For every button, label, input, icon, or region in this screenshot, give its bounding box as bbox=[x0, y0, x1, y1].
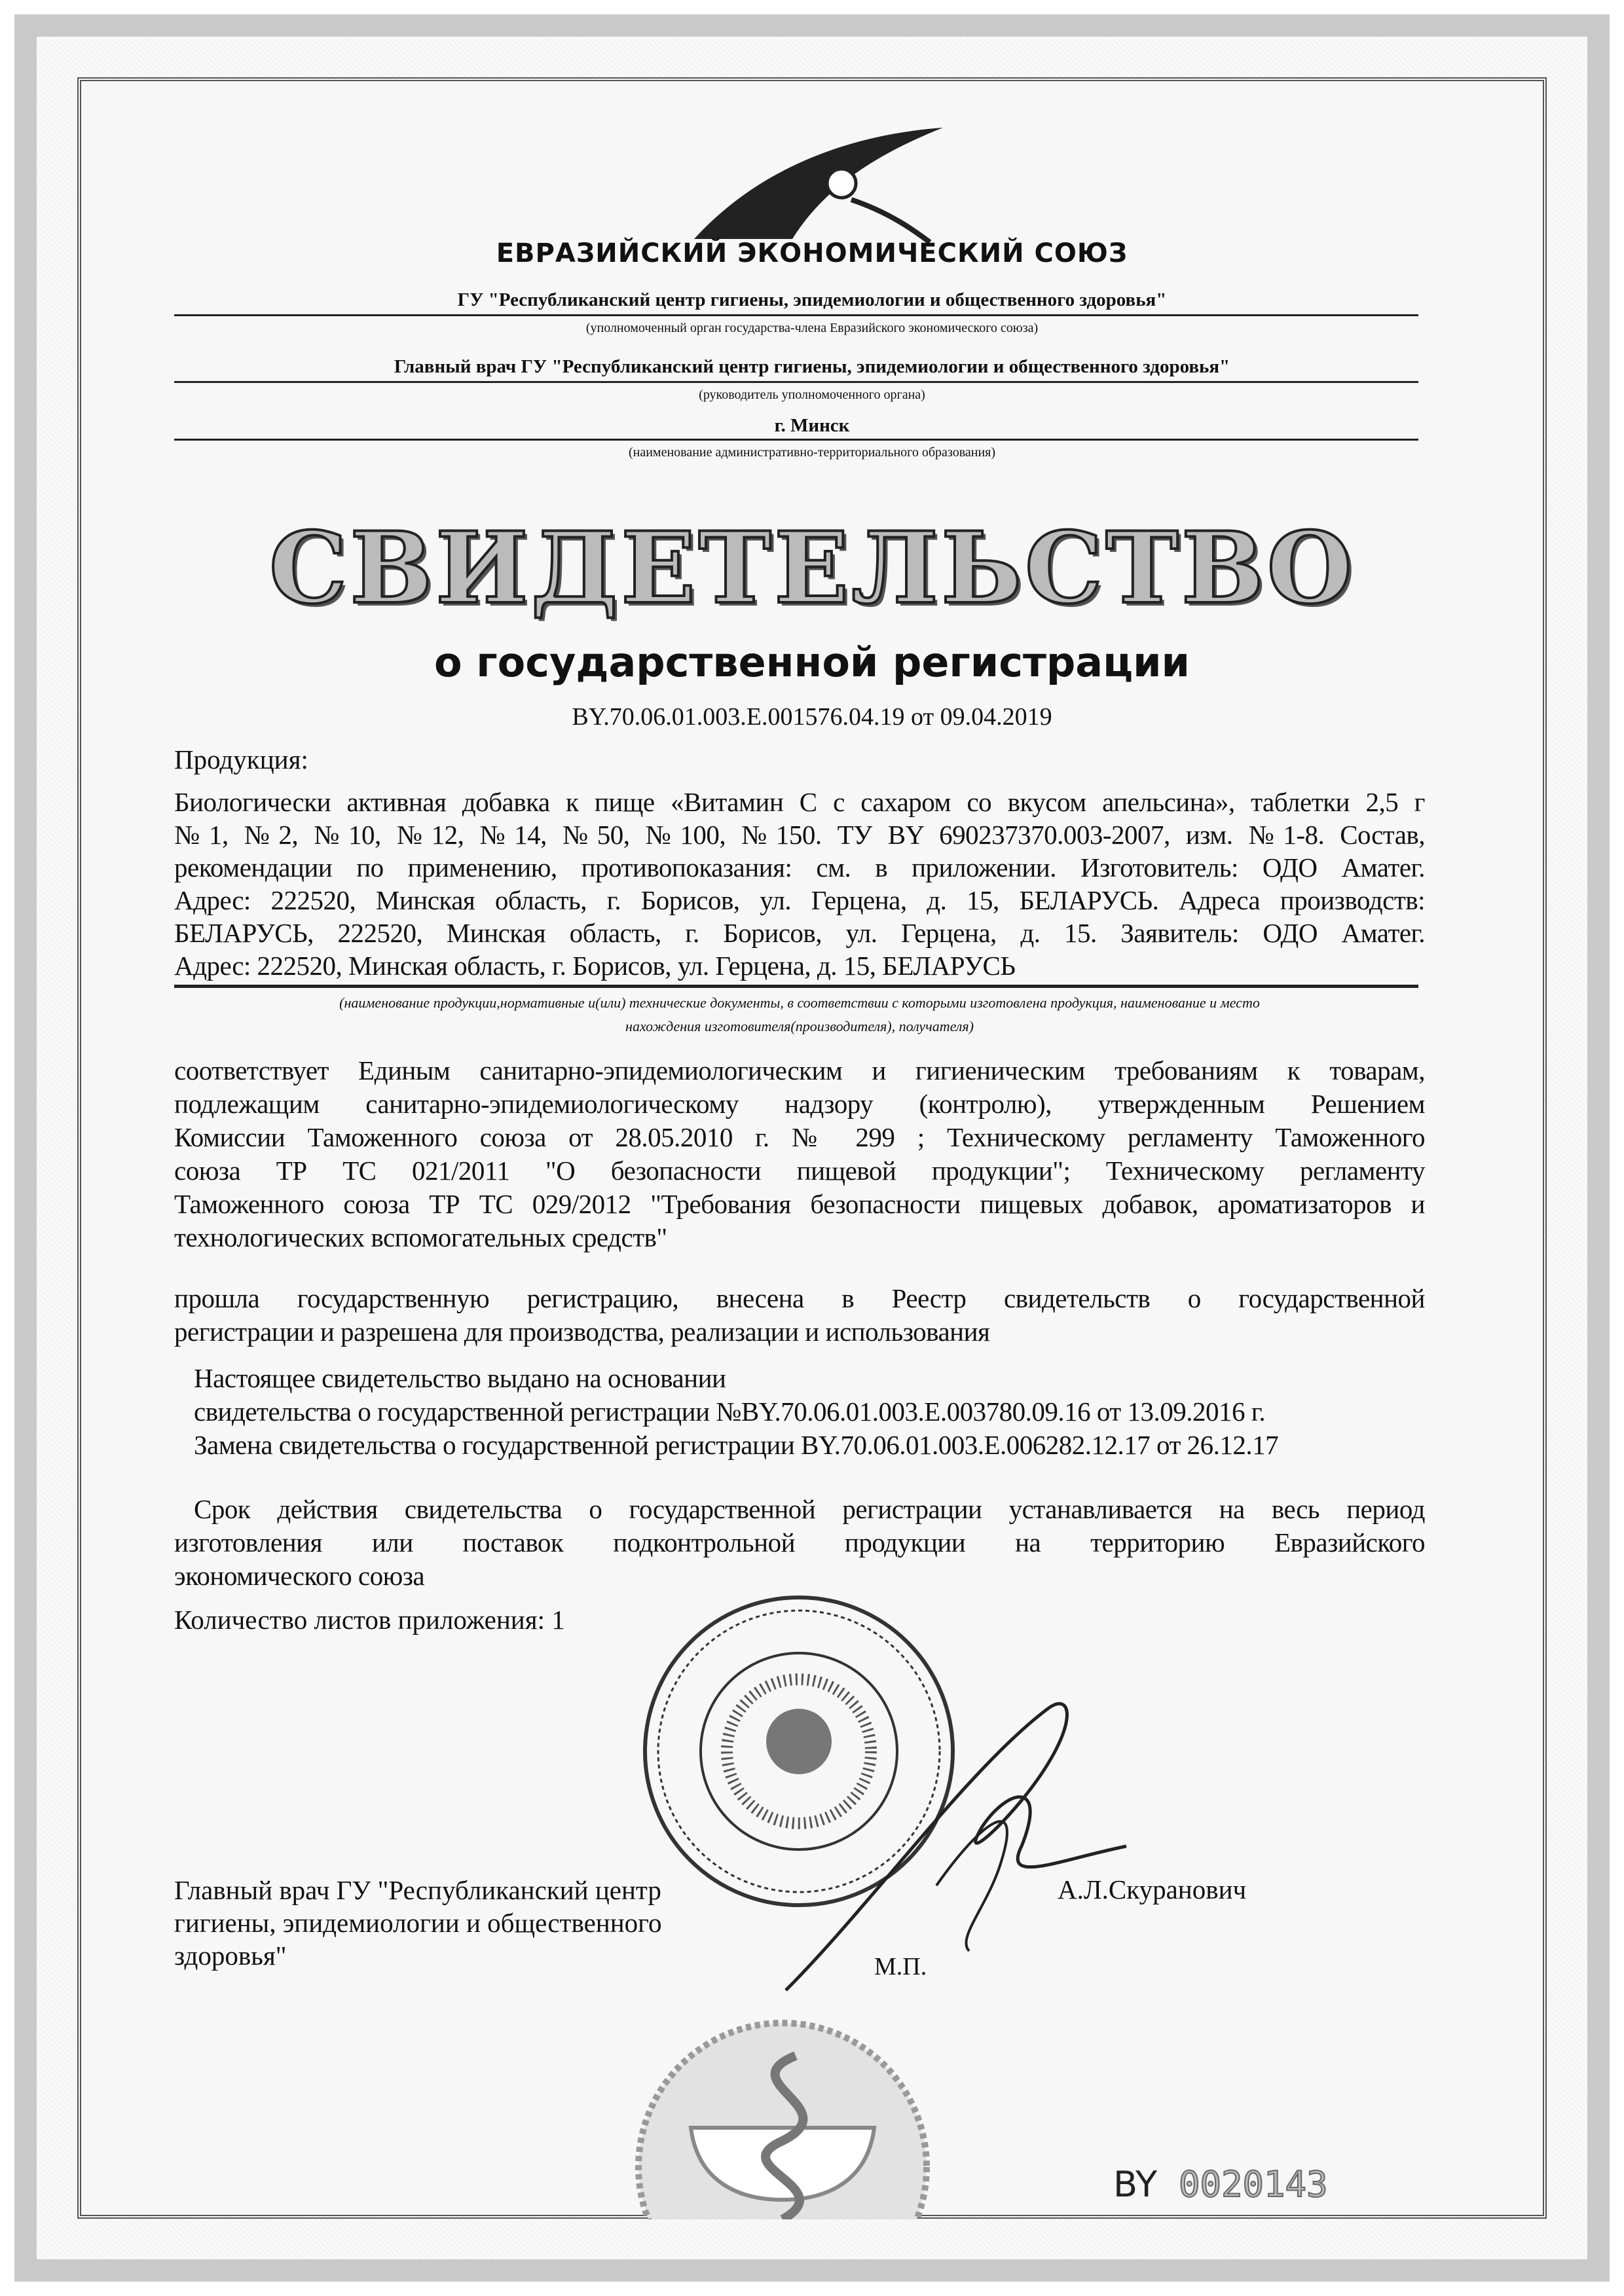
seal-label: М.П. bbox=[874, 1953, 927, 1980]
eaeu-logo-icon bbox=[681, 115, 956, 246]
validity-line: экономического союза bbox=[174, 1561, 425, 1591]
conformity-line: технологических вспомогательных средств" bbox=[174, 1222, 667, 1252]
validity-line: Срок действия свидетельства о государственной регистрации устанавливается на весь период bbox=[194, 1494, 1425, 1524]
divider bbox=[174, 314, 1418, 316]
serial-number: 0020143 bbox=[1179, 2164, 1328, 2205]
signatory-name: А.Л.Скуранович bbox=[1058, 1874, 1247, 1904]
city-caption: (наименование административно-территориального образования) bbox=[628, 445, 996, 460]
caption-line: нахождения изготовителя(производителя), получателя) bbox=[625, 1018, 974, 1034]
signatory-line: Главный врач ГУ "Республиканский центр bbox=[174, 1875, 661, 1905]
registration-line: регистрации и разрешена для производства, реализации и использования bbox=[174, 1317, 990, 1347]
caption-line: (наименование продукции,нормативные и(или) технические документы, в соответствии с которыми изготовлена продукция, наименование и место bbox=[339, 994, 1260, 1011]
conformity-text bbox=[174, 1054, 1425, 1254]
appendix-count: Количество листов приложения: 1 bbox=[174, 1605, 565, 1635]
product-line: рекомендации по применению, противопоказания: см. в приложении. Изготовитель: ОДО Аматег. bbox=[174, 852, 1425, 883]
conformity-line: Комиссии Таможенного союза от 28.05.2010 г. № 299 ; Техническому регламенту Таможенного bbox=[174, 1122, 1425, 1152]
document-title: СВИДЕТЕЛЬСТВО bbox=[268, 511, 1356, 626]
basis-line: Настоящее свидетельство выдано на основании bbox=[194, 1363, 726, 1393]
product-description bbox=[174, 786, 1425, 982]
city: г. Минск bbox=[774, 415, 850, 436]
basis-line: Замена свидетельства о государственной регистрации BY.70.06.01.003.E.006282.12.17 от 26.12.17 bbox=[194, 1430, 1279, 1460]
registration-text bbox=[174, 1282, 1425, 1349]
authority-caption: (уполномоченный орган государства-члена Евразийского экономического союза) bbox=[585, 321, 1039, 335]
head-caption: (руководитель уполномоченного органа) bbox=[699, 388, 925, 402]
product-line: Адрес: 222520, Минская область, г. Борисов, ул. Герцена, д. 15, БЕЛАРУСЬ. Адреса производств: bbox=[174, 885, 1425, 915]
conformity-line: союза ТР ТС 021/2011 "О безопасности пищевой продукции"; Техническому регламенту bbox=[174, 1156, 1425, 1186]
product-line: Адрес: 222520, Минская область, г. Борисов, ул. Герцена, д. 15, БЕЛАРУСЬ bbox=[174, 951, 1016, 981]
document-subtitle: о государственной регистрации bbox=[434, 638, 1190, 686]
product-label: Продукция: bbox=[174, 744, 308, 774]
conformity-line: Таможенного союза ТР ТС 029/2012 "Требования безопасности пищевых добавок, ароматизаторов и bbox=[174, 1189, 1425, 1219]
conformity-line: соответствует Единым санитарно-эпидемиологическим и гигиеническим требованиям к товарам, bbox=[174, 1055, 1425, 1085]
registration-line: прошла государственную регистрацию, внесена в Реестр свидетельств о государственной bbox=[174, 1283, 1425, 1313]
union-name: ЕВРАЗИЙСКИЙ ЭКОНОМИЧЕСКИЙ СОЮЗ bbox=[496, 238, 1128, 268]
signatory-line: здоровья" bbox=[174, 1941, 287, 1971]
certificate-number: BY.70.06.01.003.E.001576.04.19 от 09.04.2019 bbox=[572, 703, 1052, 731]
divider bbox=[174, 381, 1418, 383]
basis-line: свидетельства о государственной регистрации №BY.70.06.01.003.E.003780.09.16 от 13.09.2016 г. bbox=[194, 1396, 1266, 1427]
conformity-line: подлежащим санитарно-эпидемиологическому надзору (контролю), утвержденным Решением bbox=[174, 1089, 1425, 1119]
product-line: №1, №2, №10, №12, №14, №50, №100, №150. ТУ BY 690237370.003-2007, изм. №1-8. Состав, bbox=[174, 820, 1425, 850]
signature-icon bbox=[773, 1689, 1139, 2003]
validity-text bbox=[174, 1493, 1425, 1593]
serial-prefix: BY bbox=[1113, 2164, 1158, 2205]
head-name: Главный врач ГУ "Республиканский центр гигиены, эпидемиологии и общественного здоровья" bbox=[394, 356, 1230, 377]
signatory-line: гигиены, эпидемиологии и общественного bbox=[174, 1908, 662, 1938]
hygiene-emblem-icon bbox=[632, 2003, 933, 2219]
divider bbox=[174, 439, 1418, 441]
authority-name: ГУ "Республиканский центр гигиены, эпидемиологии и общественного здоровья" bbox=[457, 289, 1167, 310]
signatory-title bbox=[174, 1874, 661, 1972]
divider bbox=[174, 985, 1418, 988]
product-line: БЕЛАРУСЬ, 222520, Минская область, г. Борисов, ул. Герцена, д. 15. Заявитель: ОДО Аматег. bbox=[174, 918, 1425, 948]
product-line: Биологически активная добавка к пище «Витамин С с сахаром со вкусом апельсина», таблетки 2,5 г bbox=[174, 787, 1425, 817]
validity-line: изготовления или поставок подконтрольной продукции на территорию Евразийского bbox=[174, 1527, 1425, 1558]
basis-text bbox=[194, 1362, 1278, 1462]
product-caption bbox=[174, 991, 1425, 1038]
